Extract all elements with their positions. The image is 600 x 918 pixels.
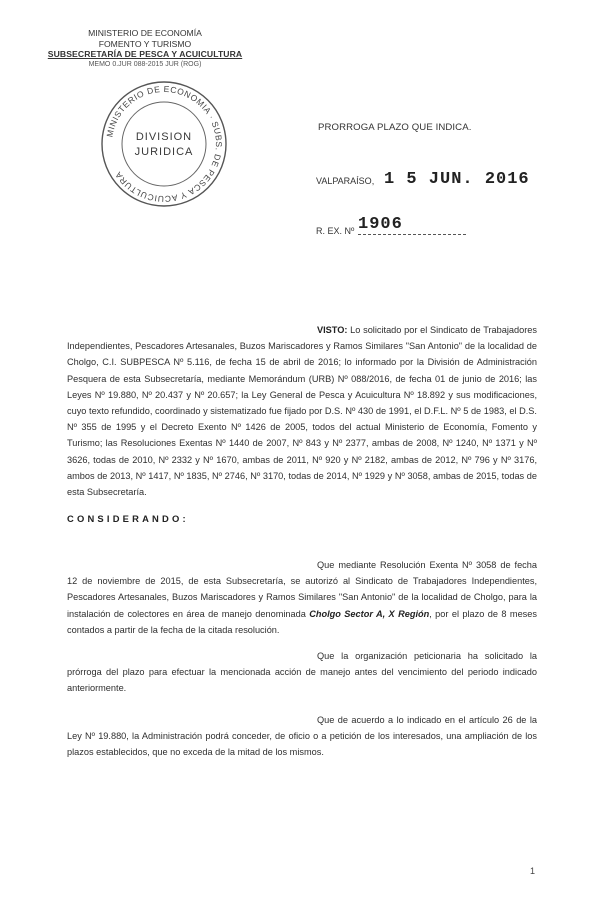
rex-underline [358,234,466,235]
seal-center-line1: DIVISION [135,131,193,143]
letterhead-dept: FOMENTO Y TURISMO [98,38,192,49]
rex-number: 1906 [358,215,403,234]
considerando-2 [67,648,537,697]
seal-outer-text: MINISTERIO DE ECONOMIA · SUBS. DE PESCA Y ACUICULTURA [104,83,225,205]
letterhead-ministry: MINISTERIO DE ECONOMÍA [88,28,202,38]
letterhead-subsecretaria: SUBSECRETARÍA DE PESCA Y ACUICULTURA [47,49,243,59]
considerando-1-text-b: , por el plazo de 8 meses contados a partir de la fecha de la citada resolución. [67,608,537,635]
resolution-number-row [316,215,466,236]
letterhead-memo: MEMO 0.JUR 088-2015 JUR (ROG) [88,60,202,68]
visto-text: Lo solicitado por el Sindicato de Trabajadores Independientes, Pescadores Artesanales, Buzos Mariscadores y Ramos Similares "San Antonio" de la localidad de Cholgo, C.I. SUBPESCA Nº 5.116, de fecha 15 de abril de 2016; lo informado por la División de Administración Pesquera de esta Subsecretaría, mediante Memorándum (URB) Nº 088/2016, de fecha 01 de junio de 2016; las Leyes Nº 19.880, Nº 20.437 y Nº 20.657; la Ley General de Pesca y Acuicultura Nº 18.892 y sus modificaciones, cuyo texto refundido, coordinado y sistematizado fue fijado por D.S. Nº 430 de 1991, el D.F.L. Nº 5 de 1983, el D.S. Nº 355 de 1995 y el Decreto Exento Nº 1426 de 2005, todos del actual Ministerio de Economía, Fomento y Turismo; las Resoluciones Exentas Nº 1440 de 2007, Nº 843 y Nº 2377, ambas de 2008, Nº 1240, Nº 1371 y Nº 3626, todas de 2010, Nº 2332 y Nº 1670, ambas de 2011, Nº 920 y Nº 2182, ambas de 2012, Nº 796 y Nº 3176, ambos de 2013, Nº 1417, Nº 1835, Nº 2746, Nº 3170, todas de 2014, Nº 1929 y Nº 3058, ambas de 2015, todas de esta Subsecretaría. [67,325,537,498]
considerando-1-area-name: Cholgo Sector A, X Región [309,608,430,619]
considerando-2-text: Que la organización peticionaria ha solicitado la prórroga del plazo para efectuar la mencionada acción de manejo antes del vencimiento del periodo indicado anteriormente. [67,651,537,694]
letterhead [40,28,250,70]
considerando-1-text-a: Que mediante Resolución Exenta Nº 3058 de fecha 12 de noviembre de 2015, de esta Subsecretaría, se autorizó al Sindicato de Trabajadores Independientes, Pescadores Artesanales, Buzos Mariscadores y Ramos Similares "San Antonio" de la localidad de Cholgo, para la instalación de colectores en área de manejo denominada [67,560,537,619]
visto-label: VISTO: [317,325,348,335]
seal-center-line2: JURIDICA [134,146,194,158]
considerando-3-text: Que de acuerdo a lo indicado en el artículo 26 de la Ley Nº 19.880, la Administración podrá conceder, de oficio o a petición de los interesados, una ampliación de los plazos establecidos, que no exceda de la mitad de los mismos. [67,715,537,758]
rex-label: R. EX. Nº [316,226,355,236]
division-juridica-seal [98,78,230,210]
considerando-1 [67,557,537,638]
page-number: 1 [530,866,536,876]
date-stamp: 1 5 JUN. 2016 [384,170,530,189]
visto-paragraph [67,322,537,500]
considerando-title: CONSIDERANDO: [67,513,189,524]
seal-graphic [98,78,230,210]
document-subject: PRORROGA PLAZO QUE INDICA. [318,122,472,133]
considerando-3 [67,712,537,761]
city-label: VALPARAÍSO, [316,176,375,186]
date-row [316,170,530,189]
